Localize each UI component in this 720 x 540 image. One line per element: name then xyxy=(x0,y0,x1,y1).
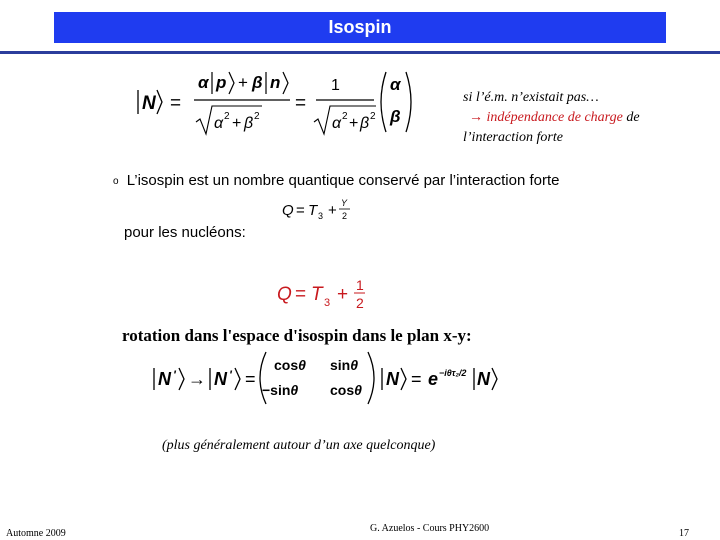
svg-text:e: e xyxy=(428,369,439,389)
svg-text:−iθτ₂/2: −iθτ₂/2 xyxy=(439,368,467,378)
svg-text:2: 2 xyxy=(342,211,348,221)
svg-text:2: 2 xyxy=(224,111,230,122)
svg-text:β: β xyxy=(390,107,401,126)
svg-text:=: = xyxy=(245,369,256,389)
side-note-line-2 xyxy=(463,108,713,128)
svg-text:N: N xyxy=(477,369,490,389)
svg-text:β: β xyxy=(360,115,370,132)
svg-text:=: = xyxy=(411,369,422,389)
side-note-line-1: si l’é.m. n’existait pas… xyxy=(463,90,599,105)
side-note-charge-independence: → indépendance de charge xyxy=(469,110,623,125)
isospin-rotation-equation xyxy=(150,348,500,408)
svg-text:1: 1 xyxy=(331,77,340,94)
footer-course: G. Azuelos - Cours PHY2600 xyxy=(370,523,490,534)
svg-text:': ' xyxy=(229,368,232,382)
svg-text:−sinθ: −sinθ xyxy=(262,382,299,398)
side-note xyxy=(463,88,713,148)
svg-text:Q: Q xyxy=(277,284,292,305)
slide-title: Isospin xyxy=(328,17,392,37)
side-note-line-3: l’interaction forte xyxy=(463,130,563,145)
svg-text:=: = xyxy=(296,202,305,219)
svg-text:3: 3 xyxy=(324,297,331,309)
bullet-isospin-conserved xyxy=(113,172,560,189)
svg-text:2: 2 xyxy=(342,111,348,122)
svg-text:p: p xyxy=(216,73,227,92)
svg-text:2: 2 xyxy=(254,111,260,122)
svg-text:α: α xyxy=(332,115,342,132)
svg-text:+: + xyxy=(349,115,359,132)
svg-text:=: = xyxy=(170,93,182,114)
svg-text:2: 2 xyxy=(370,111,376,122)
svg-text:α: α xyxy=(214,115,224,132)
svg-text:=: = xyxy=(295,284,307,305)
svg-text:cosθ: cosθ xyxy=(330,382,362,398)
svg-text:N: N xyxy=(214,369,227,389)
general-axis-note: (plus généralement autour d’un axe quelconque) xyxy=(162,438,436,453)
svg-text:→: → xyxy=(188,369,206,389)
svg-text:cosθ: cosθ xyxy=(274,357,306,373)
header-rule xyxy=(0,51,720,54)
svg-text:=: = xyxy=(295,93,307,114)
nucleon-label: pour les nucléons: xyxy=(124,224,246,241)
svg-text:T: T xyxy=(311,284,323,305)
svg-text:N: N xyxy=(142,93,156,114)
svg-text:sinθ: sinθ xyxy=(330,357,359,373)
svg-text:Y: Y xyxy=(341,198,348,208)
side-note-de: de xyxy=(626,110,640,125)
svg-text:α: α xyxy=(390,75,401,94)
svg-text:': ' xyxy=(173,368,176,382)
footer-page-number: 17 xyxy=(679,528,689,539)
svg-text:N: N xyxy=(386,369,399,389)
svg-text:Q: Q xyxy=(282,202,294,219)
svg-text:2: 2 xyxy=(356,295,364,311)
bullet-text: L’isospin est un nombre quantique conservé par l’interaction forte xyxy=(126,172,560,189)
svg-text:+: + xyxy=(337,284,349,305)
svg-text:+: + xyxy=(232,115,242,132)
charge-formula-nucleon xyxy=(275,276,375,314)
svg-text:α: α xyxy=(198,73,209,92)
svg-text:β: β xyxy=(244,115,254,132)
svg-text:1: 1 xyxy=(356,277,364,293)
svg-text:3: 3 xyxy=(318,211,324,221)
svg-text:β: β xyxy=(252,73,263,92)
svg-text:n: n xyxy=(270,73,281,92)
footer-date: Automne 2009 xyxy=(6,528,66,539)
nucleon-state-equation xyxy=(130,64,420,142)
svg-text:N: N xyxy=(158,369,171,389)
rotation-heading: rotation dans l'espace d'isospin dans le plan x-y: xyxy=(122,326,472,345)
charge-formula-general xyxy=(280,195,370,225)
title-bar xyxy=(54,12,666,43)
bullet-marker: o xyxy=(113,176,119,187)
svg-text:+: + xyxy=(328,202,337,219)
svg-text:T: T xyxy=(308,202,318,219)
svg-text:+: + xyxy=(238,73,248,92)
